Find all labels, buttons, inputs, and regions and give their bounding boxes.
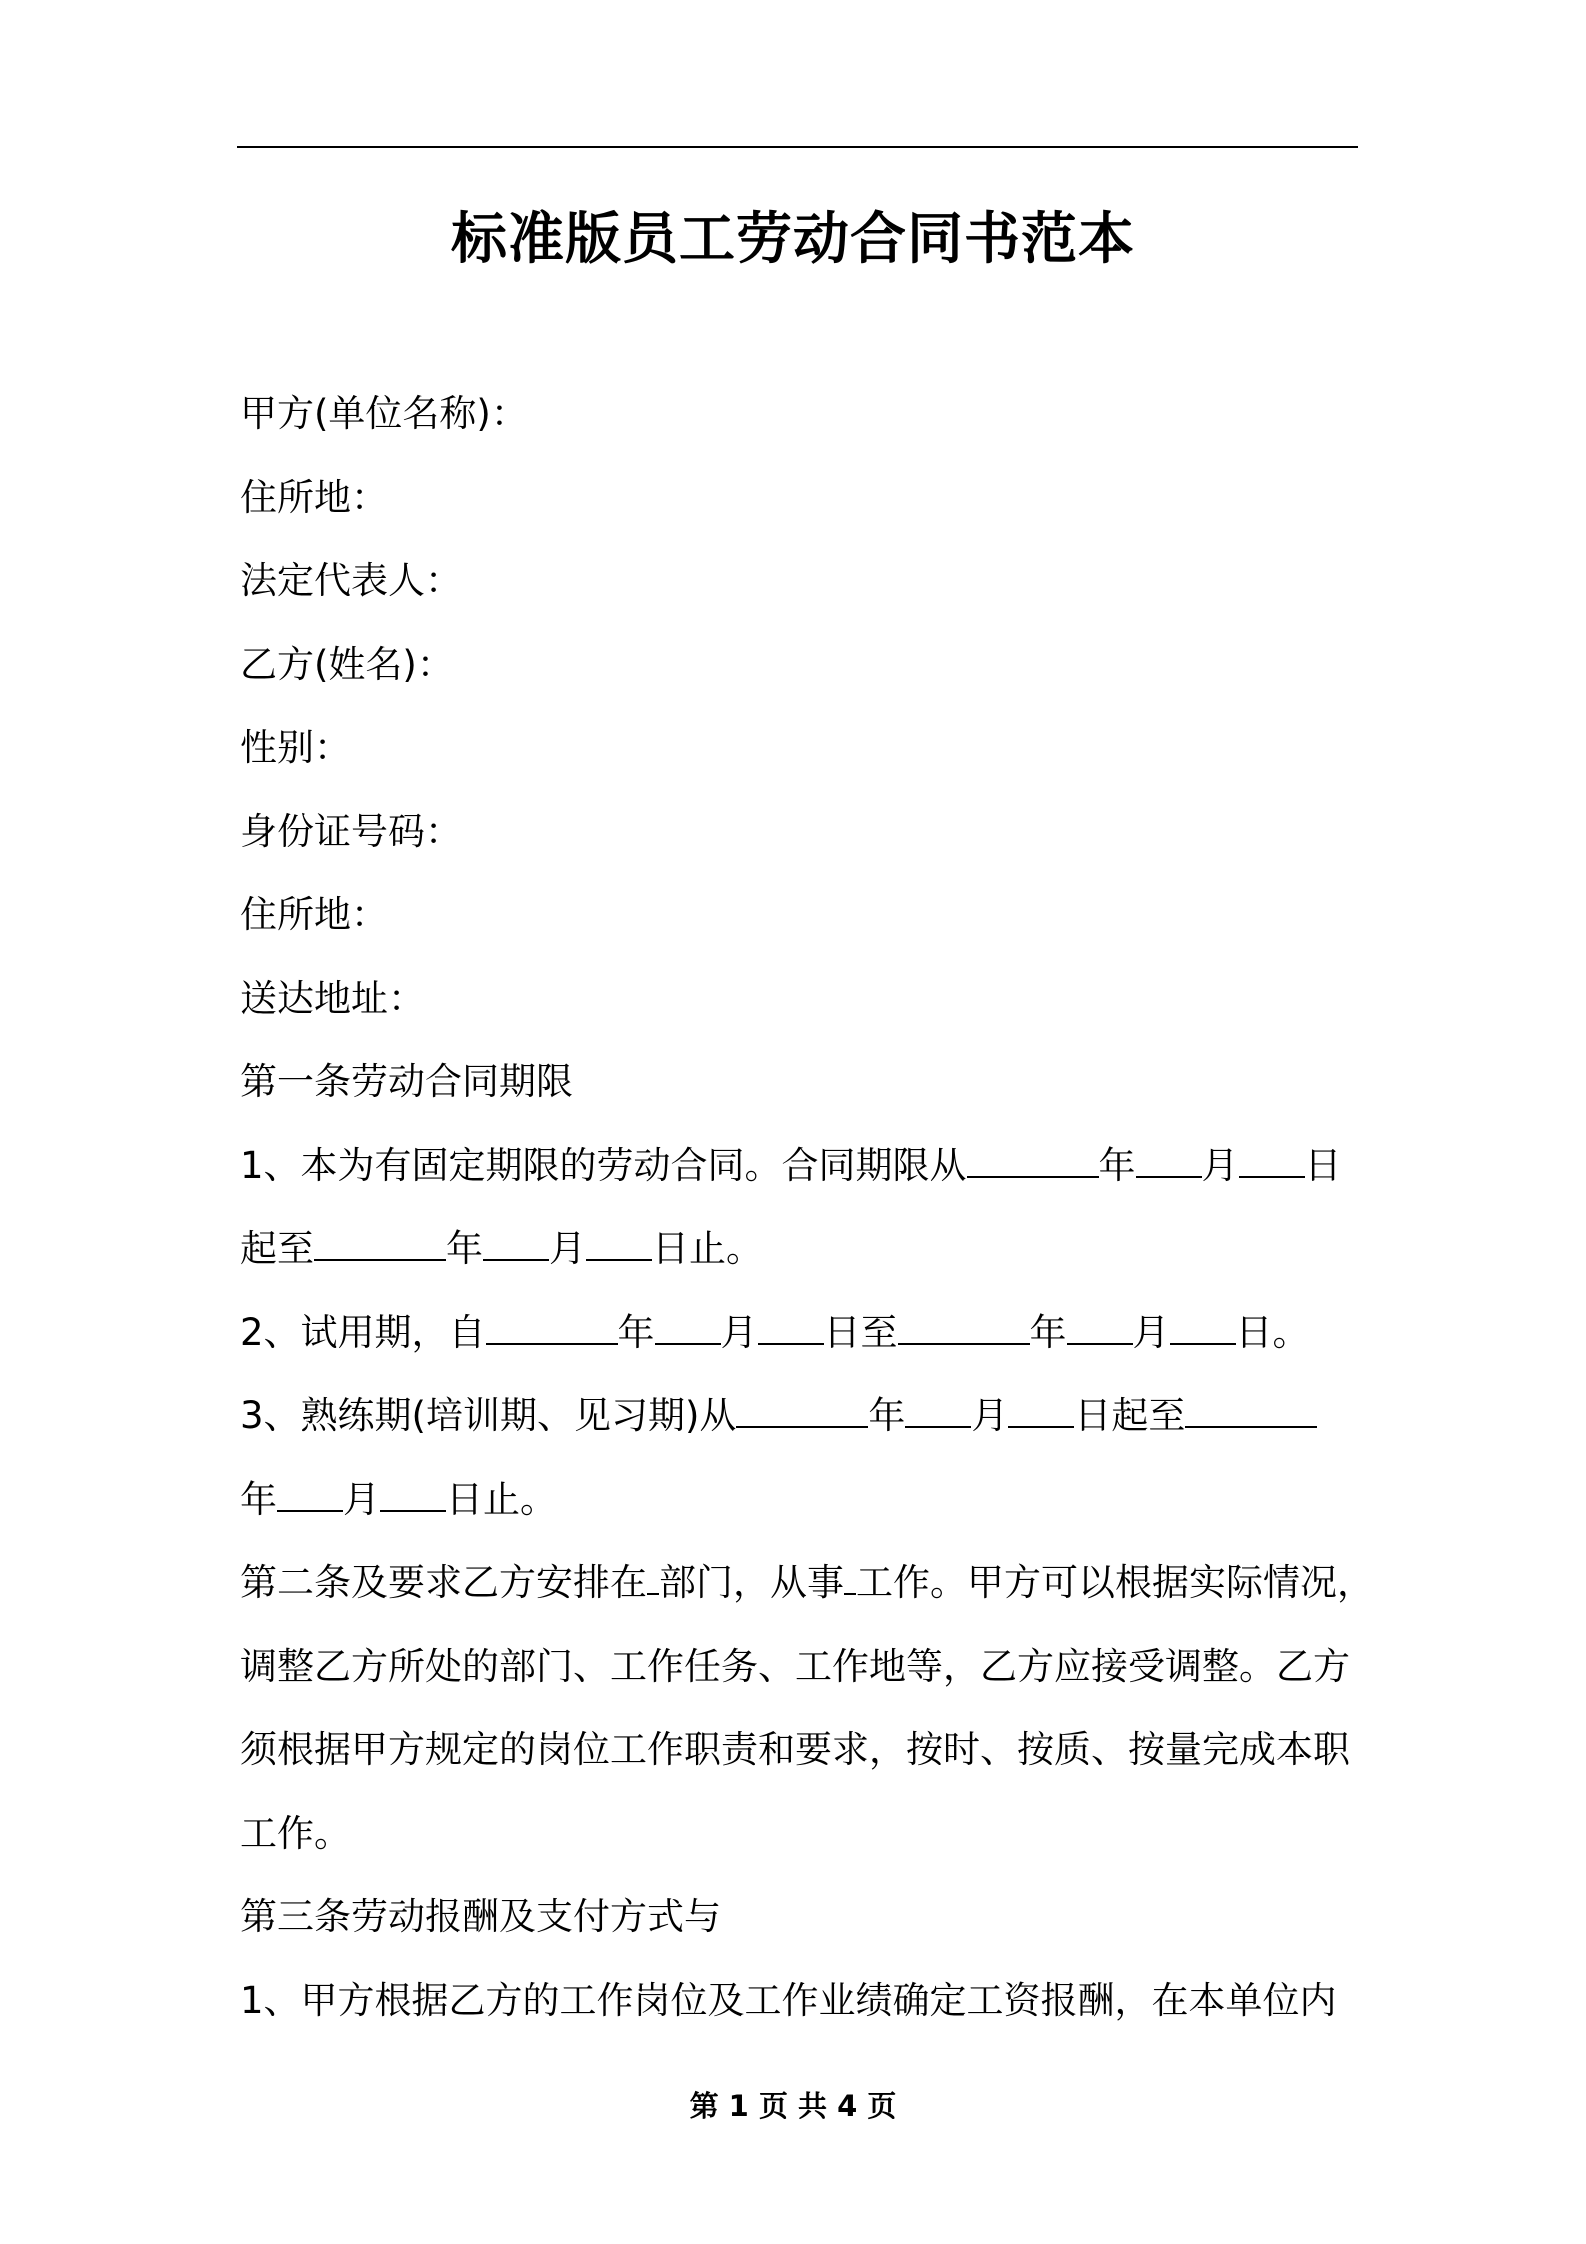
month-blank: [905, 1391, 971, 1428]
month-blank: [483, 1224, 549, 1261]
year-blank: [967, 1140, 1099, 1177]
id-number-line: 身份证号码：: [240, 809, 462, 853]
year-blank: [314, 1224, 446, 1261]
year-blank: [898, 1307, 1030, 1344]
document-body: [240, 372, 1390, 2042]
text-segment: 日止。: [652, 1227, 763, 1270]
legal-rep-line: 法定代表人：: [240, 559, 462, 602]
month-blank: [1136, 1140, 1202, 1177]
text-segment: 日。: [1235, 1310, 1310, 1354]
month-blank: [1067, 1307, 1133, 1344]
party-a-line: 甲方(单位名称)：: [240, 392, 528, 435]
job-blank: [844, 1558, 856, 1595]
day-blank: [1008, 1391, 1074, 1428]
text-segment: 年: [240, 1477, 277, 1521]
document-title: 标准版员工劳动合同书范本: [451, 207, 1135, 272]
page-footer: 第 1 页 共 4 页: [689, 2089, 897, 2123]
article-1-clause-2: [240, 1291, 1390, 1375]
text-segment: 年: [1098, 1143, 1136, 1187]
month-blank: [655, 1307, 721, 1344]
text-segment: 年: [1029, 1310, 1067, 1354]
text-segment: 年: [868, 1394, 906, 1437]
delivery-address-line: 送达地址：: [240, 976, 425, 1020]
article-3-clause-1: 1、甲方根据乙方的工作岗位及工作业绩确定工资报酬，在本单位内: [240, 1978, 1337, 2022]
year-blank: [1185, 1391, 1317, 1428]
year-blank: [736, 1391, 868, 1428]
day-blank: [1170, 1307, 1236, 1344]
text-segment: 日至: [823, 1310, 898, 1354]
day-blank: [1239, 1140, 1305, 1177]
article-2-line-4: 工作。: [240, 1811, 351, 1855]
party-b-address-line: 住所地：: [240, 893, 388, 936]
gender-line: 性别：: [240, 726, 351, 769]
party-a-address-line: 住所地：: [240, 475, 388, 519]
header-rule: [237, 146, 1358, 148]
text-segment: 日: [1304, 1143, 1342, 1187]
day-blank: [758, 1307, 824, 1344]
article-2-line-1: [240, 1541, 1390, 1625]
text-segment: 1、本为有固定期限的劳动合同。合同期限从: [240, 1143, 967, 1187]
day-blank: [380, 1474, 446, 1511]
text-segment: 年: [617, 1310, 655, 1354]
year-blank: [486, 1307, 618, 1344]
text-segment: 工作。甲方可以根据实际情况，: [856, 1561, 1374, 1604]
day-blank: [586, 1224, 652, 1261]
article-2-line-2: 调整乙方所处的部门、工作任务、工作地等，乙方应接受调整。乙方: [240, 1644, 1350, 1688]
text-segment: 月: [343, 1477, 380, 1521]
article-3-heading: 第三条劳动报酬及支付方式与: [240, 1895, 721, 1938]
month-blank: [277, 1474, 343, 1511]
article-1-clause-3-line-2: [240, 1458, 1390, 1542]
text-segment: 日止。: [446, 1477, 557, 1521]
text-segment: 部门，从事: [659, 1561, 844, 1604]
text-segment: 年: [446, 1227, 483, 1270]
text-segment: 起至: [240, 1227, 314, 1270]
article-1-clause-3-line-1: [240, 1374, 1390, 1458]
text-segment: 月: [549, 1227, 586, 1270]
article-1-heading: 第一条劳动合同期限: [240, 1060, 573, 1103]
text-segment: 月: [720, 1310, 758, 1354]
department-blank: [647, 1558, 659, 1595]
text-segment: 月: [1201, 1143, 1239, 1187]
article-1-clause-1-line-1: [240, 1124, 1390, 1208]
text-segment: 2、试用期，自: [240, 1310, 486, 1354]
text-segment: 第二条及要求乙方安排在: [240, 1561, 647, 1604]
text-segment: 3、熟练期(培训期、见习期)从: [240, 1394, 737, 1437]
article-1-clause-1-line-2: [240, 1207, 1390, 1291]
text-segment: 月: [971, 1394, 1009, 1437]
text-segment: 日起至: [1074, 1394, 1186, 1437]
party-b-line: 乙方(姓名)：: [240, 642, 454, 686]
text-segment: 月: [1132, 1310, 1170, 1354]
article-2-line-3: 须根据甲方规定的岗位工作职责和要求，按时、按质、按量完成本职: [240, 1728, 1350, 1771]
